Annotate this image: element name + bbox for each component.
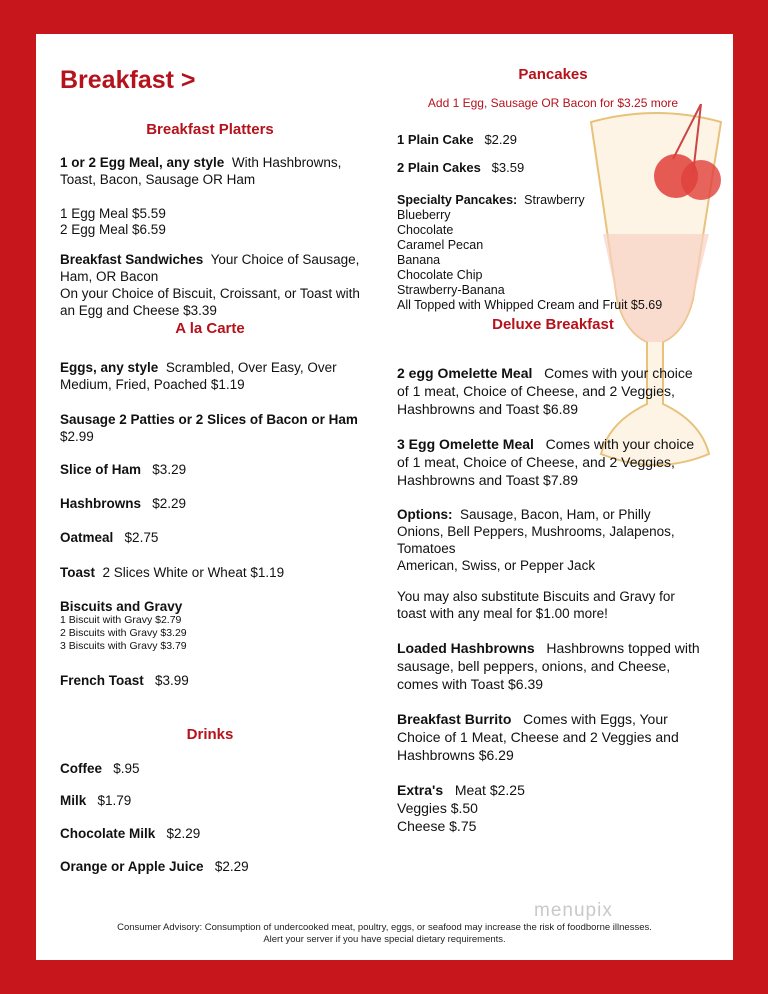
egg-meal-item: 1 or 2 Egg Meal, any style With Hashbrowns, Toast, Bacon, Sausage OR Ham <box>60 155 342 187</box>
sandwich-item: Breakfast Sandwiches Your Choice of Sausage, Ham, OR Bacon On your Choice of Biscuit, Croissant, or Toast with an Egg and Cheese $3.39 <box>60 252 360 318</box>
pancakes-heading: Pancakes <box>518 66 588 83</box>
consumer-advisory: Consumer Advisory: Consumption of undercooked meat, poultry, eggs, or seafood may increase the risk of foodborne illnesses. Alert your server if you have special dietary requirements. <box>117 922 652 945</box>
biscuit-2: 2 Biscuits with Gravy $3.29 <box>60 627 187 639</box>
chocolate-milk-item: Chocolate Milk $2.29 <box>60 826 201 841</box>
biscuit-1: 1 Biscuit with Gravy $2.79 <box>60 614 182 626</box>
biscuit-3: 3 Biscuits with Gravy $3.79 <box>60 640 187 652</box>
coffee-item: Coffee $.95 <box>60 761 140 776</box>
toast-item: Toast 2 Slices White or Wheat $1.19 <box>60 565 285 580</box>
omelette3-item: 3 Egg Omelette Meal Comes with your choice of 1 meat, Choice of Cheese, and 2 Veggies, Hashbrowns and Toast $7.89 <box>397 436 695 488</box>
substitute-note: You may also substitute Biscuits and Gravy for toast with any meal for $1.00 more! <box>397 589 675 621</box>
burrito-item: Breakfast Burrito Comes with Eggs, Your Choice of 1 Meat, Cheese and 2 Veggies and Hashbrowns $6.29 <box>397 711 679 763</box>
pancakes-note: Add 1 Egg, Sausage OR Bacon for $3.25 more <box>427 96 679 110</box>
platters-heading: Breakfast Platters <box>146 121 274 138</box>
menupix-watermark: menupix <box>534 900 613 921</box>
menu-page <box>36 34 733 960</box>
eggs-item: Eggs, any style Scrambled, Over Easy, Over Medium, Fried, Poached $1.19 <box>60 360 337 392</box>
egg-meal-2: 2 Egg Meal $6.59 <box>60 222 166 237</box>
ham-item: Slice of Ham $3.29 <box>60 462 187 477</box>
page-title: Breakfast > <box>60 66 196 94</box>
sausage-item: Sausage 2 Patties or 2 Slices of Bacon or Ham $2.99 <box>60 412 358 444</box>
deluxe-heading: Deluxe Breakfast <box>492 316 614 333</box>
hashbrowns-item: Hashbrowns $2.29 <box>60 496 187 511</box>
egg-meal-1: 1 Egg Meal $5.59 <box>60 206 166 221</box>
carte-heading: A la Carte <box>175 320 245 337</box>
extras-item: Extra's Meat $2.25 Veggies $.50 Cheese $.75 <box>397 782 525 834</box>
specialty-pancakes-item: Specialty Pancakes: Strawberry Blueberry Chocolate Caramel Pecan Banana Chocolate Chip Strawberry-Banana All Topped with Whipped Cream and Fruit $5.69 <box>397 193 663 312</box>
omelette2-item: 2 egg Omelette Meal Comes with your choice of 1 meat, Choice of Cheese, and 2 Veggies, Hashbrowns and Toast $6.89 <box>397 365 693 417</box>
french-toast-item: French Toast $3.99 <box>60 673 189 688</box>
loaded-hashbrowns-item: Loaded Hashbrowns Hashbrowns topped with sausage, bell peppers, onions, and Cheese, comes with Toast $6.39 <box>397 640 700 692</box>
biscuits-item: Biscuits and Gravy <box>60 599 183 614</box>
oatmeal-item: Oatmeal $2.75 <box>60 530 159 545</box>
two-cakes-item: 2 Plain Cakes $3.59 <box>397 160 525 175</box>
milk-item: Milk $1.79 <box>60 793 132 808</box>
juice-item: Orange or Apple Juice $2.29 <box>60 859 249 874</box>
options-item: Options: Sausage, Bacon, Ham, or Philly Onions, Bell Peppers, Mushrooms, Jalapenos, Tomatoes American, Swiss, or Pepper Jack <box>397 507 675 573</box>
one-cake-item: 1 Plain Cake $2.29 <box>397 132 517 147</box>
drinks-heading: Drinks <box>186 726 234 743</box>
